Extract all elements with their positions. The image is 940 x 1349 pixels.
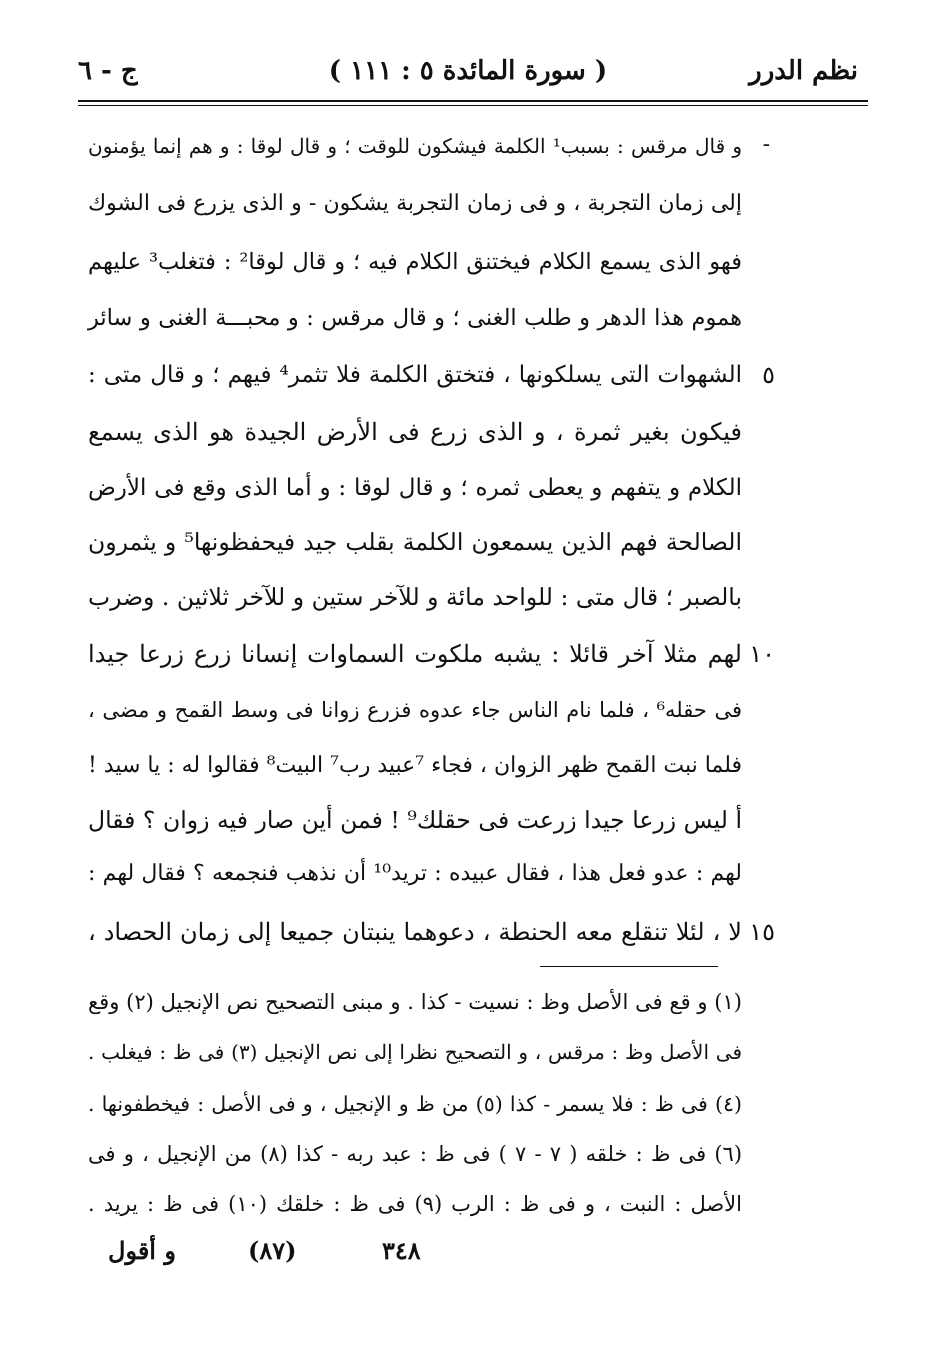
footnote-line: (٦) فى ظ : خلقه ( ٧ - ٧ ) فى ظ : عبد ربه - كذا (٨) من الإنجيل ، و فى (88, 1142, 743, 1166)
text-line: فلما نبت القمح ظهر الزوان ، فجاء ⁷عبيد رب⁷ البيت⁸ فقالوا له : يا سيد ! (87, 753, 742, 778)
text-line: فهو الذى يسمع الكلام فيختنق الكلام فيه ؛ و قال لوقا² : فتغلب³ عليهم (88, 249, 742, 275)
text-line: فيكون بغير ثمرة ، و الذى زرع فى الأرض الجيدة هو الذى يسمع (88, 418, 742, 446)
page-number: ٣٤٨ (382, 1236, 421, 1265)
line-number-5: ٥ (762, 361, 775, 389)
line-number-15: ١٥ (749, 918, 775, 946)
text-line: لهم مثلا آخر قائلا : يشبه ملكوت السماوات إنسانا زرع زرعا جيدا (88, 640, 742, 668)
text-line: الصالحة فهم الذين يسمعون الكلمة بقلب جيد فيحفظونها⁵ و يثمرون (88, 528, 742, 556)
text-line: إلى زمان التجربة ، و فى زمان التجربة يشكون - و الذى يزرع فى الشوك (88, 191, 742, 216)
footnote-line: فى الأصل وظ : مرقس ، و التصحيح نظرا إلى نص الإنجيل (٣) فى ظ : فيغلب . (88, 1040, 742, 1064)
text-line: لهم : عدو فعل هذا ، فقال عبيده : تريد¹⁰ أن نذهب فنجمعه ؟ فقال لهم : (88, 861, 742, 886)
signature-mark: (٨٧) (248, 1236, 297, 1265)
header-rule-thin (78, 105, 868, 106)
text-line: الكلام و يتفهم و يعطى ثمره ؛ و قال لوقا : و أما الذى وقع فى الأرض (88, 475, 742, 501)
text-line: بالصبر ؛ قال متى : للواحد مائة و للآخر ستين و للآخر ثلاثين . وضرب (88, 583, 742, 611)
volume-number: ج - ٦ (78, 56, 138, 86)
surah-reference: ( سورة المائدة ٥ : ١١١ ) (328, 56, 608, 86)
footnote-line: (١) و قع فى الأصل وظ : نسيت - كذا . و مبنى التصحيح نص الإنجيل (٢) وقع (88, 990, 742, 1014)
running-title: نظم الدرر (749, 56, 858, 86)
text-line: و قال مرقس : بسبب¹ الكلمة فيشكون للوقت ؛ و قال لوقا : و هم إنما يؤمنون (88, 134, 742, 158)
text-line: فى حقله⁶ ، فلما نام الناس جاء عدوه فزرع زوانا فى وسط القمح و مضى ، (88, 698, 742, 722)
text-line: لا ، لئلا تنقلع معه الحنطة ، دعوهما ينبتان جميعا إلى زمان الحصاد ، (88, 918, 742, 946)
footnote-rule (540, 966, 718, 967)
text-line: أ ليس زرعا جيدا زرعت فى حقلك⁹ ! فمن أين صار فيه زوان ؟ فقال (88, 806, 742, 834)
running-header (78, 52, 858, 96)
margin-mark: - (762, 132, 770, 157)
text-line: هموم هذا الدهر و طلب الغنى ؛ و قال مرقس : و محبـــة الغنى و سائر (88, 305, 742, 331)
header-rule (78, 100, 868, 102)
text-line: الشهوات التى يسلكونها ، فتختق الكلمة فلا تثمر⁴ فيهم ؛ و قال متى : (88, 362, 742, 388)
line-number-10: ١٠ (749, 640, 775, 668)
footnote-line: (٤) فى ظ : فلا يسمر - كذا (٥) من ظ و الإنجيل ، و فى الأصل : فيخطفونها . (88, 1092, 742, 1116)
catchword: و أقول (108, 1236, 176, 1265)
footnote-line: الأصل : النبت ، و فى ظ : الرب (٩) فى ظ : خلقك (١٠) فى ظ : يريد . (88, 1192, 742, 1216)
